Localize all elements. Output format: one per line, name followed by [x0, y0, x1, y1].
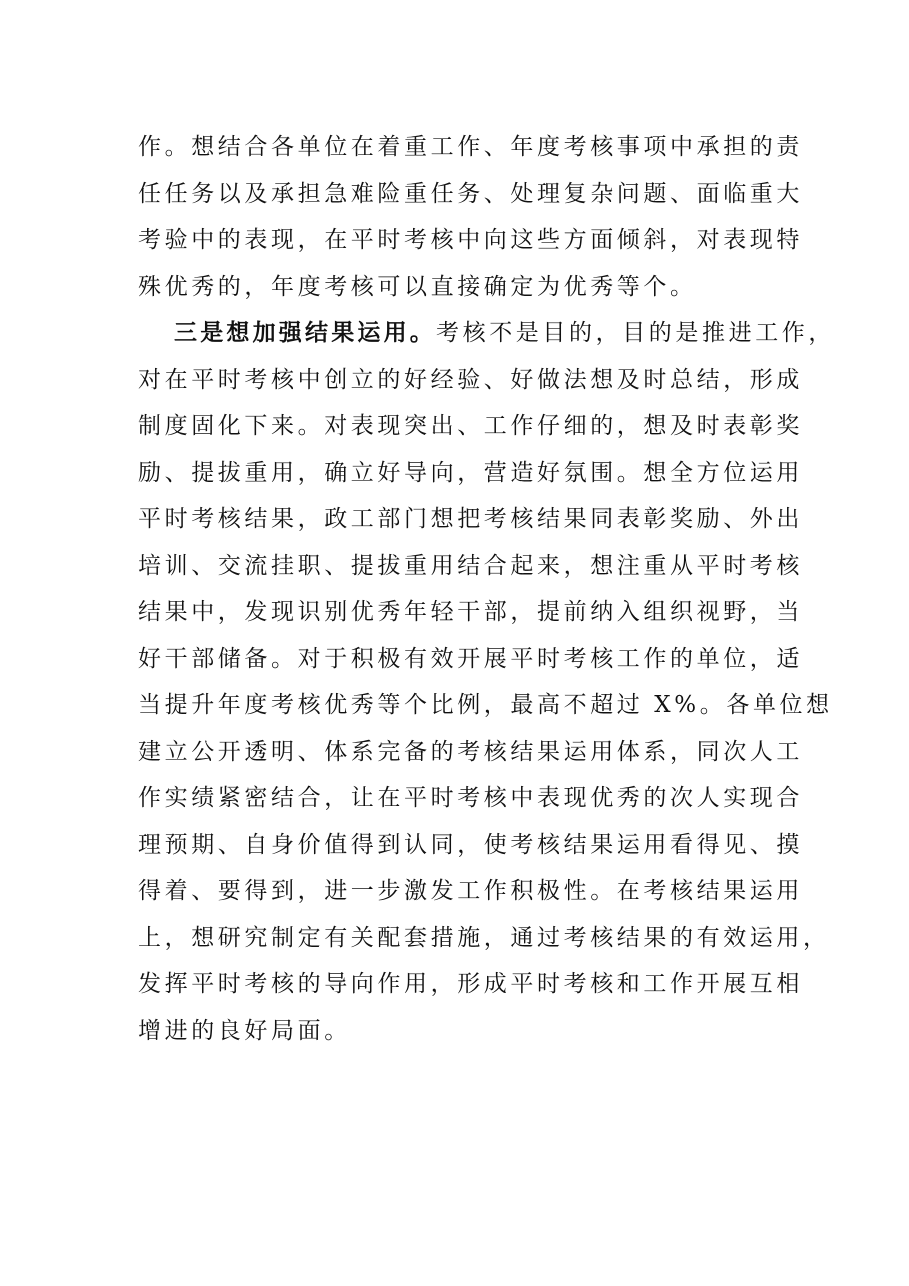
paragraph-line-rest: 考核不是目的，目的是推进工作， [436, 320, 835, 346]
paragraph-1 [138, 124, 803, 310]
paragraph-line: 发挥平时考核的导向作用，形成平时考核和工作开展互相 [138, 971, 803, 997]
paragraph-heading: 三是想加强结果运用。 [174, 320, 436, 346]
paragraph-first-line [138, 310, 835, 357]
paragraph-line: 当提升年度考核优秀等个比例，最高不超过 X%。各单位想 [138, 692, 833, 718]
paragraph-line: 增进的良好局面。 [138, 1017, 351, 1044]
document-body [138, 124, 835, 1054]
paragraph-line: 培训、交流挂职、提拔重用结合起来，想注重从平时考核 [138, 552, 803, 579]
paragraph-2 [138, 310, 835, 1054]
paragraph-line: 考验中的表现，在平时考核中向这些方面倾斜，对表现特 [138, 227, 803, 253]
paragraph-line: 对在平时考核中创立的好经验、好做法想及时总结，形成 [138, 366, 803, 393]
paragraph-line: 制度固化下来。对表现突出、工作仔细的，想及时表彰奖 [138, 413, 803, 439]
paragraph-line: 结果中，发现识别优秀年轻干部，提前纳入组织视野，当 [138, 599, 803, 625]
paragraph-line: 平时考核结果，政工部门想把考核结果同表彰奖励、外出 [138, 506, 803, 532]
paragraph-line: 励、提拔重用，确立好导向，营造好氛围。想全方位运用 [138, 459, 803, 486]
paragraph-line: 殊优秀的，年度考核可以直接确定为优秀等个。 [138, 273, 697, 300]
paragraph-line: 好干部储备。对于积极有效开展平时考核工作的单位，适 [138, 645, 803, 672]
paragraph-line: 作。想结合各单位在着重工作、年度考核事项中承担的责 [138, 134, 803, 160]
paragraph-line: 上，想研究制定有关配套措施，通过考核结果的有效运用， [138, 924, 830, 951]
paragraph-line: 建立公开透明、体系完备的考核结果运用体系，同次人工 [138, 738, 803, 765]
paragraph-line: 得着、要得到，进一步激发工作积极性。在考核结果运用 [138, 878, 803, 904]
paragraph-line: 作实绩紧密结合，让在平时考核中表现优秀的次人实现合 [138, 785, 803, 811]
paragraph-line: 理预期、自身价值得到认同，使考核结果运用看得见、摸 [138, 831, 803, 858]
paragraph-line: 任任务以及承担急难险重任务、处理复杂问题、面临重大 [138, 180, 803, 207]
